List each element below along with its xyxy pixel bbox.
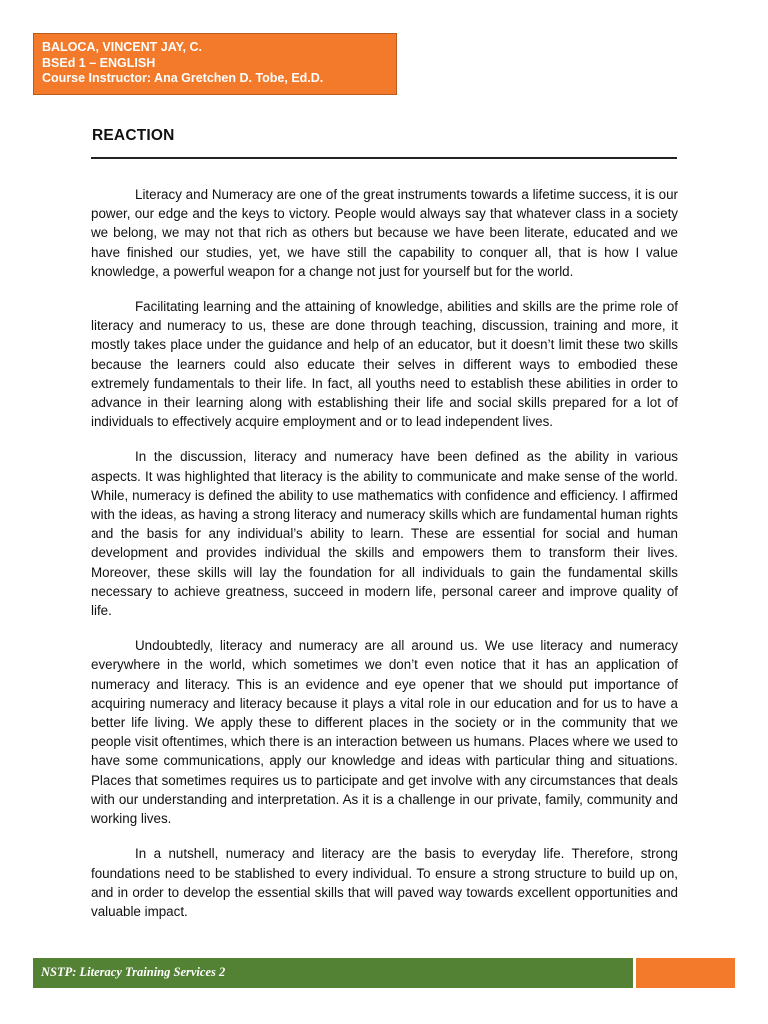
document-body — [91, 185, 678, 937]
title-divider — [91, 157, 677, 159]
program-label: BSEd 1 – ENGLISH — [42, 55, 156, 70]
footer-accent-block — [636, 958, 735, 988]
course-instructor: Course Instructor: Ana Gretchen D. Tobe, Ed.D. — [42, 71, 324, 85]
author-info-box — [33, 33, 397, 95]
footer-label: NSTP: Literacy Training Services 2 — [41, 965, 226, 979]
student-name: BALOCA, VINCENT JAY, C. — [42, 40, 202, 54]
footer-bar — [33, 958, 633, 988]
paragraph-3: In the discussion, literacy and numeracy have been defined as the ability in various aspects. It was highlighted that literacy is the ability to communicate and make sense of the world. While, numeracy is defined the ability to use mathematics with confidence and efficiency. I affirmed with the ideas, as having a strong literacy and numeracy skills which are fundamental human rights and the basis for any individual’s ability to learn. These are essential for social and human development and provides individual the skills and empowers them to transform their lives. Moreover, these skills will lay the foundation for all individuals to gain the fundamental skills necessary to achieve greatness, succeed in modern life, personal career and improve quality of life. — [91, 449, 678, 619]
paragraph-1: Literacy and Numeracy are one of the great instruments towards a lifetime success, it is our power, our edge and the keys to victory. People would always say that whatever class in a society we belong, we may not that rich as others but because we have been literate, educated and we have finished our studies, yet, we have still the capability to conquer all, that is how I value knowledge, a powerful weapon for a change not just for yourself but for the world. — [91, 187, 678, 279]
paragraph-5: In a nutshell, numeracy and literacy are the basis to everyday life. Therefore, strong foundations need to be stablished to every individual. To ensure a strong structure to build up on, and in order to develop the essential skills that will paved way towards excellent opportunities and valuable impact. — [91, 846, 678, 919]
paragraph-2: Facilitating learning and the attaining of knowledge, abilities and skills are the prime role of literacy and numeracy to us, these are done through teaching, discussion, training and more, it mostly takes place under the guidance and help of an educator, but it doesn’t limit these two skills because the learners could also educate their selves in different ways to embodied these extremely fundamentals to their life. In fact, all youths need to establish these abilities in order to advance in their learning along with establishing their life and social skills prepared for a lot of individuals to effectively acquire employment and or to lead independent lives. — [91, 299, 678, 430]
paragraph-4: Undoubtedly, literacy and numeracy are all around us. We use literacy and numeracy everywhere in the world, which sometimes we don’t even notice that it has an application of numeracy and literacy. This is an evidence and eye opener that we should put importance of acquiring numeracy and literacy because it plays a vital role in our education and for us to have a better life living. We apply these to different places in the society or in the community that we people visit oftentimes, which there is an interaction between us humans. Places where we used to have some communications, apply our knowledge and ideas with particular thing and situations. Places that sometimes requires us to participate and get involve with any circumstances that deals with our understanding and interpretation. As it is a challenge in our private, family, community and working lives. — [91, 638, 678, 827]
document-title: REACTION — [92, 127, 175, 144]
